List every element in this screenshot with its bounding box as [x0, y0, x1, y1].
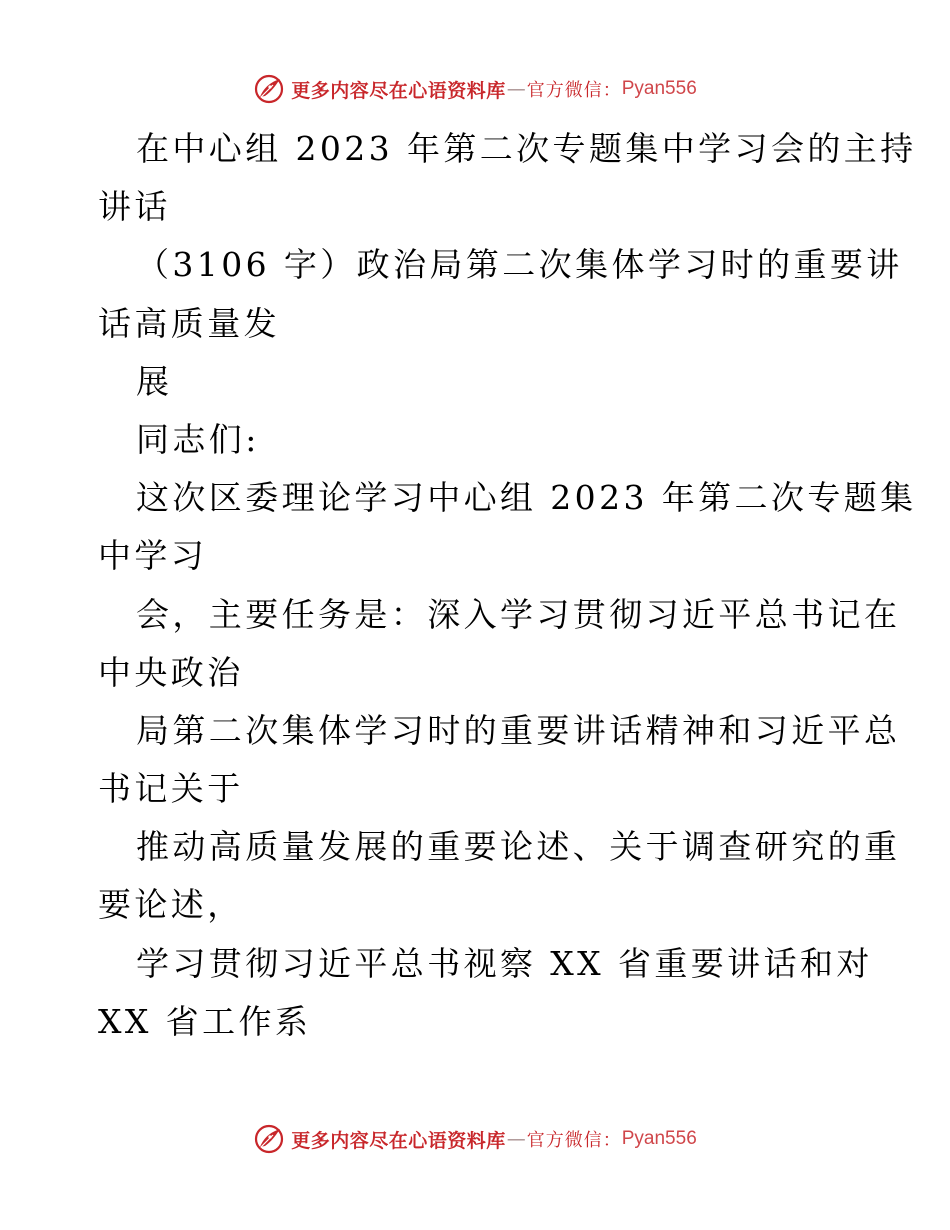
- body-line: 同志们:: [136, 419, 260, 459]
- body-line: 要论述，: [98, 885, 244, 925]
- body-line: 推动高质量发展的重要论述、关于调查研究的重: [136, 827, 901, 867]
- site-name-text: 更多内容尽在心语资料库: [291, 79, 506, 102]
- body-line: 中央政治: [98, 652, 244, 692]
- body-line: 在中心组 2023 年第二次专题集中学习会的主持: [136, 129, 917, 168]
- site-name-text: 更多内容尽在心语资料库: [291, 1129, 506, 1152]
- body-line: 会，主要任务是：深入学习贯彻习近平总书记在: [136, 594, 901, 634]
- body-line: XX 省工作系: [98, 1001, 312, 1041]
- wechat-id: Pyan556: [621, 78, 697, 99]
- body-line: 讲话: [98, 187, 171, 227]
- body-line: 局第二次集体学习时的重要讲话精神和习近平总: [136, 710, 901, 750]
- body-line: 展: [136, 361, 173, 401]
- body-line: 书记关于: [98, 769, 244, 809]
- body-line: 这次区委理论学习中心组 2023 年第二次专题集: [136, 478, 917, 518]
- body-line: 话高质量发: [98, 303, 280, 343]
- body-line: （3106 字）政治局第二次集体学习时的重要讲: [136, 245, 903, 285]
- header-watermark: [0, 69, 950, 109]
- separator-dash: —: [506, 78, 526, 100]
- wechat-label: 官方微信：: [526, 80, 622, 101]
- body-line: 学习贯彻习近平总书视察 XX 省重要讲话和对: [136, 943, 873, 983]
- pen-nib-logo-icon: [253, 73, 285, 105]
- footer-watermark: [0, 1119, 950, 1159]
- pen-nib-logo-icon: [253, 1123, 285, 1155]
- wechat-id: Pyan556: [621, 1128, 697, 1149]
- body-line: 中学习: [98, 536, 208, 576]
- separator-dash: —: [506, 1128, 526, 1150]
- document-body: [98, 120, 917, 1051]
- wechat-label: 官方微信：: [526, 1130, 622, 1151]
